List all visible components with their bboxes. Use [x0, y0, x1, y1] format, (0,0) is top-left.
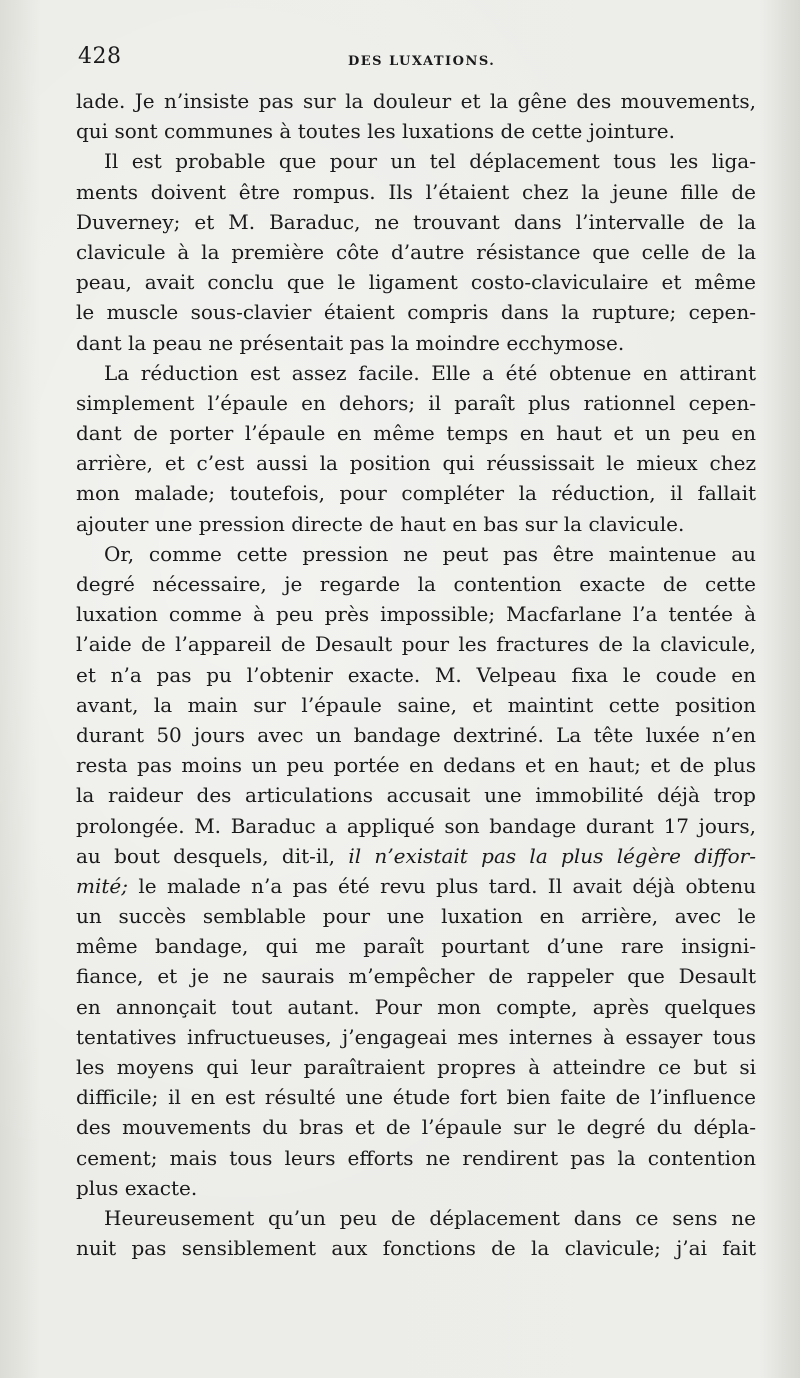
text-run: et n’a pas pu l’obtenir exacte. M. Velpeau fixa le coude en [76, 662, 756, 687]
text-run: avant, la main sur l’épaule saine, et maintint cette position [76, 692, 756, 717]
text-run: La réduction est assez facile. Elle a été obtenue en attirant [104, 360, 756, 385]
text-run: arrière, et c’est aussi la position qui réussissait le mieux chez [76, 451, 756, 476]
text-run: degré nécessaire, je regarde la contention exacte de cette [76, 572, 756, 596]
text-line [76, 358, 756, 388]
text-run: difficile; il en est résulté une étude fort bien faite de l’influence [76, 1085, 756, 1110]
page-header [78, 44, 758, 80]
text-run: le muscle sous-clavier étaient compris dans la rupture; cepen- [76, 300, 756, 325]
text-run: ajouter une pression directe de haut en bas sur la clavicule. [76, 511, 685, 536]
text-line [76, 267, 756, 297]
text-line [76, 539, 756, 569]
text-line [76, 1052, 756, 1082]
text-run: peau, avait conclu que le ligament costo-claviculaire et même [76, 270, 756, 295]
text-line [76, 207, 756, 237]
text-run: Or, comme cette pression ne peut pas être maintenue au [104, 541, 756, 566]
text-run: dant de porter l’épaule en même temps en haut et un peu en [76, 421, 756, 446]
text-run: même bandage, qui me paraît pourtant d’une rare insigni- [76, 934, 756, 959]
text-run: Heureusement qu’un peu de déplacement dans ce sens ne [104, 1205, 756, 1230]
text-run: nuit pas sensiblement aux fonctions de la clavicule; j’ai fait [76, 1236, 756, 1261]
text-line [76, 1203, 756, 1233]
text-line [76, 297, 756, 327]
text-line [76, 599, 756, 629]
running-head: DES LUXATIONS. [348, 54, 496, 69]
text-run: dant la peau ne présentait pas la moindre ecchymose. [76, 330, 625, 355]
text-run: au bout desquels, dit-il, [76, 843, 349, 868]
text-line [76, 116, 756, 146]
text-line [76, 1233, 756, 1263]
text-run: la raideur des articulations accusait une immobilité déjà trop [76, 783, 756, 808]
text-run: durant 50 jours avec un bandage dextriné. La tête luxée n’en [76, 722, 756, 747]
text-run: lade. Je n’insiste pas sur la douleur et la gêne des mouvements, [76, 89, 756, 113]
text-line [76, 1022, 756, 1052]
text-run: le malade n’a pas été revu plus tard. Il avait déjà obtenu [127, 873, 756, 898]
text-line [76, 237, 756, 267]
text-run: en annonçait tout autant. Pour mon compte, après quelques [76, 994, 756, 1019]
text-line [76, 992, 756, 1022]
text-line [76, 931, 756, 961]
text-line [76, 660, 756, 690]
text-run: prolongée. M. Baraduc a appliqué son bandage durant 17 jours, [76, 813, 756, 838]
text-line [76, 1082, 756, 1112]
text-run: cement; mais tous leurs efforts ne rendirent pas la contention [76, 1145, 756, 1170]
text-run: Il est probable que pour un tel déplacement tous les liga- [104, 149, 756, 174]
text-line [76, 780, 756, 810]
text-run: des mouvements du bras et de l’épaule sur le degré du dépla- [76, 1115, 756, 1140]
text-line [76, 901, 756, 931]
text-line [76, 388, 756, 418]
text-line [76, 478, 756, 508]
text-line [76, 1112, 756, 1142]
text-line [76, 418, 756, 448]
text-run: fiance, et je ne saurais m’empêcher de rappeler que Desault [76, 964, 756, 989]
text-line [76, 177, 756, 207]
text-line [76, 146, 756, 176]
text-run: qui sont communes à toutes les luxations de cette jointure. [76, 119, 675, 144]
text-line [76, 961, 756, 991]
text-line [76, 509, 756, 539]
text-run: clavicule à la première côte d’autre résistance que celle de la [76, 239, 756, 264]
text-run: Duverney; et M. Baraduc, ne trouvant dans l’intervalle de la [76, 209, 756, 234]
text-line [76, 690, 756, 720]
text-line [76, 569, 756, 599]
text-line [76, 750, 756, 780]
text-run: plus exacte. [76, 1175, 198, 1200]
text-line [76, 1143, 756, 1173]
text-line [76, 811, 756, 841]
text-line [76, 629, 756, 659]
text-run: tentatives infructueuses, j’engageai mes internes à essayer tous [76, 1024, 756, 1049]
page-number: 428 [78, 44, 122, 69]
text-run: l’aide de l’appareil de Desault pour les fractures de la clavicule, [76, 632, 756, 657]
text-run: luxation comme à peu près impossible; Macfarlane l’a tentée à [76, 602, 756, 627]
italic-run: il n’existait pas la plus légère diffor- [348, 843, 756, 868]
text-line [76, 871, 756, 901]
text-line [76, 1173, 756, 1203]
italic-run: mité; [76, 873, 128, 898]
text-line [76, 328, 756, 358]
body-text [76, 86, 756, 1263]
text-line [76, 448, 756, 478]
text-run: un succès semblable pour une luxation en arrière, avec le [76, 904, 756, 929]
text-run: les moyens qui leur paraîtraient propres à atteindre ce but si [76, 1055, 756, 1079]
text-run: mon malade; toutefois, pour compléter la réduction, il fallait [76, 481, 756, 506]
text-line [76, 841, 756, 871]
text-run: ments doivent être rompus. Ils l’étaient chez la jeune fille de [76, 179, 756, 204]
text-line [76, 720, 756, 750]
text-run: resta pas moins un peu portée en dedans et en haut; et de plus [76, 753, 756, 778]
text-run: simplement l’épaule en dehors; il paraît plus rationnel cepen- [76, 390, 756, 415]
text-line [76, 86, 756, 116]
